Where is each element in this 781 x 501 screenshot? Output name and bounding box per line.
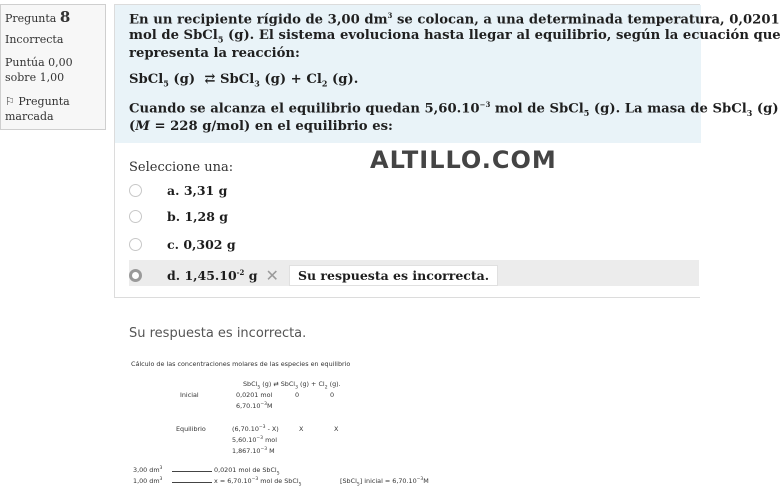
option-c[interactable]: c. 0,302 g <box>129 237 236 252</box>
option-d[interactable]: d. $1,45.10^{-2}$ g ✕ Su respuesta es incorrecta. <box>129 265 498 286</box>
calc-vol2-val: $x = 6,70.10^{-3}$ mol de SbCl$_5$ <box>214 477 302 488</box>
flag-icon: ⚐ <box>5 95 15 108</box>
calc-vol1: 3,00 $dm^3$ <box>133 466 163 475</box>
calc-vol1-val: 0,0201 mol de SbCl$_5$ <box>214 466 280 477</box>
calc-eq-expr: $(6,70.10^{-3} - X)$ <box>232 425 279 434</box>
select-prompt: Seleccione una: <box>129 160 234 175</box>
question-text-area <box>115 5 781 143</box>
calc-eq-mol: $5,60.10^{-3}$ mol <box>232 436 277 445</box>
calc-eq-x2: X <box>334 425 339 433</box>
radio-option-a[interactable] <box>129 184 142 197</box>
calc-inicial-M: $6,70.10^{-3}M$ <box>236 402 273 411</box>
calc-reaction: SbCl$_5$ (g) ⇄ SbCl$_3$ $(g) + Cl_2$ (g). <box>243 380 341 391</box>
option-a[interactable]: a. 3,31 g <box>129 183 227 198</box>
calc-line2 <box>172 482 212 483</box>
incorrect-x-icon: ✕ <box>265 266 279 285</box>
reaction-equation: SbCl$_5$ (g) ⇄ SbCl$_3$ $(g) + Cl_2$ (g). <box>129 72 359 89</box>
calc-line1 <box>172 471 212 472</box>
calc-inicial-zero2: 0 <box>330 391 335 399</box>
flag-question-toggle[interactable]: ⚐ Pregunta marcada <box>5 95 70 123</box>
question-text-line2: mol de SbCl$_5$ (g). El sistema evoluciona hasta llegar al equilibrio, según la ecuación que <box>129 28 781 45</box>
watermark: ALTILLO.COM <box>370 146 557 174</box>
radio-option-c[interactable] <box>129 238 142 251</box>
calc-eq-x1: X <box>299 425 304 433</box>
inline-feedback: Su respuesta es incorrecta. <box>289 265 498 286</box>
radio-option-b[interactable] <box>129 210 142 223</box>
calc-inicial-label: Inicial <box>180 391 199 399</box>
calc-inicial-mol: 0,0201 mol <box>236 391 273 399</box>
option-b[interactable]: b. 1,28 g <box>129 209 228 224</box>
question-info-panel <box>0 4 106 130</box>
question-number: Pregunta 8 <box>5 8 71 26</box>
radio-option-d-selected[interactable] <box>129 269 142 282</box>
calc-conc-inicial: [SbCl$_5$] inicial = $6,70.10^{-3}M$ <box>340 477 429 488</box>
calc-vol2: 1,00 $dm^3$ <box>133 477 163 486</box>
question-text-line1: En un recipiente rígido de 3,00 $dm^3$ se colocan, a una determinada temperatura, 0,0201 <box>129 11 780 28</box>
calc-eq-M: $1,867.10^{-3}$ M <box>232 447 275 456</box>
question-content <box>114 4 781 298</box>
calc-inicial-zero1: 0 <box>295 391 300 399</box>
feedback-title: Su respuesta es incorrecta. <box>129 326 307 341</box>
calc-heading: Cálculo de las concentraciones molares de las especies en equilibrio <box>131 360 351 368</box>
question-state: Incorrecta <box>5 33 64 46</box>
calc-equilibrio-label: Equilibrio <box>176 425 206 433</box>
question-text-line3: representa la reacción: <box>129 46 300 61</box>
question-grade: Puntúa 0,00 sobre 1,00 <box>5 56 73 84</box>
question-text-line4: Cuando se alcanza el equilibrio quedan $5,60.10^{-3}$ mol de SbCl$_5$ (g). La masa de SbCl$_3$ (g) <box>129 100 779 119</box>
question-text-line5: (M = 228 g/mol) en el equilibrio es: <box>129 119 393 134</box>
